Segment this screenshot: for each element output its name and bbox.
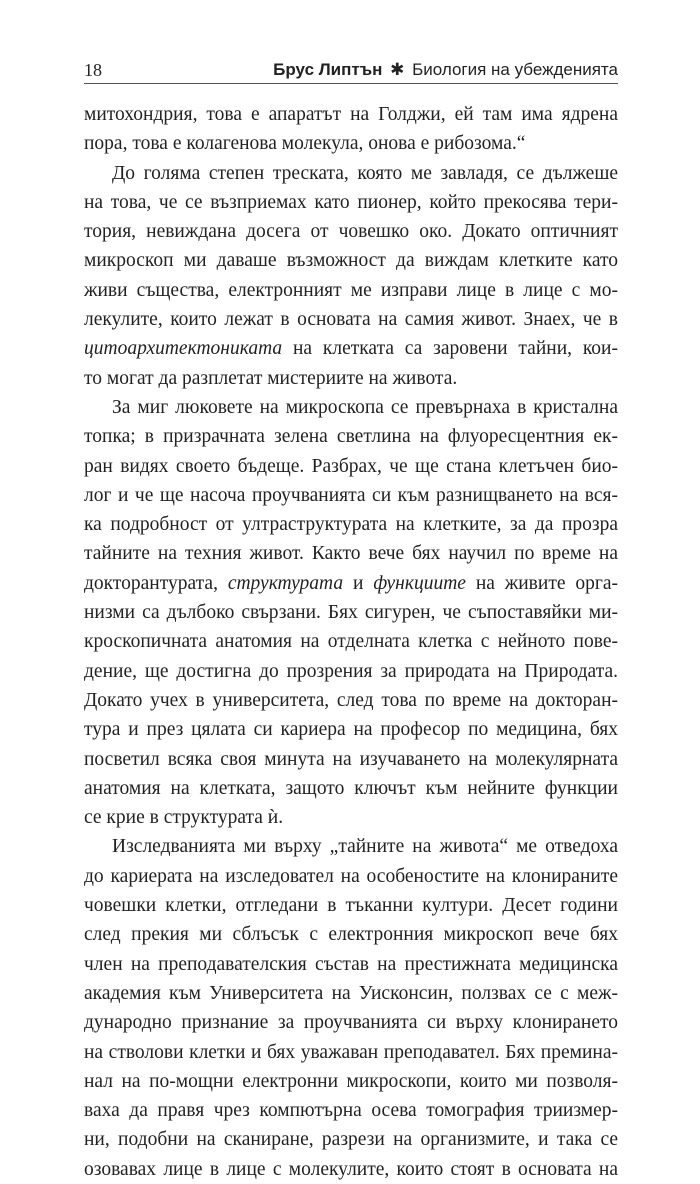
text-line: анатомия на клетката, защото ключът към нейните функции <box>84 777 618 799</box>
book-title: Биология на убежденията <box>412 60 618 79</box>
text-line: то могат да разплетат мистериите на живота. <box>84 367 458 389</box>
text-line: дение, ще достигна до прозрения за природата на Природата. <box>84 660 618 682</box>
text-line: митохондрия, това е апаратът на Голджи, ей там има ядрена <box>84 104 618 125</box>
text-line: академия към Университета на Уисконсин, ползвах се с меж- <box>84 982 618 1004</box>
text-line: се крие в структурата ѝ. <box>84 807 284 829</box>
text-line: За миг люковете на микроскопа се превърнаха в кристална <box>112 396 618 418</box>
text-line: озовавах лице в лице с молекулите, които стоят в основата на <box>84 1158 618 1180</box>
header-rule <box>84 83 618 84</box>
text-line: дународно признание за проучванията си върху клонирането <box>84 1012 618 1034</box>
page-number: 18 <box>84 60 102 80</box>
text-line: низми са дълбоко свързани. Бях сигурен, че съпоставяйки ми- <box>84 602 618 624</box>
text-line: след прекия ми сблъсък с електронния микроскоп вече бях <box>84 924 618 946</box>
text-line: лог и че ще насоча проучванията си към разнищването на вся- <box>84 484 618 506</box>
text-line: докторантурата, структурата и функциите на живите орга- <box>84 572 619 594</box>
text-line: кроскопичната анатомия на отделната клетка с нейното пове- <box>84 631 618 653</box>
text-line: ваха да правя чрез компютърна осева томография триизмер- <box>84 1100 618 1122</box>
text-line: Докато учех в университета, след това по време на докторан- <box>84 689 618 711</box>
asterisk-separator-icon: ✱ <box>390 60 405 79</box>
text-line: нал на по-мощни електронни микроскопи, които ми позволя- <box>84 1070 618 1092</box>
italic-term: цитоархитектониката <box>84 338 283 360</box>
text-line: топка; в призрачната зелена светлина на флуоресцентния ек- <box>84 426 618 448</box>
text-line: ран видях своето бъдеще. Разбрах, че ще стана клетъчен био- <box>84 455 618 477</box>
text-line: член на преподавателския състав на престижната медицинска <box>84 953 618 975</box>
running-header <box>84 58 618 86</box>
text-line: тайните на техния живот. Както вече бях научил по време на <box>84 543 618 565</box>
italic-term: функциите <box>373 572 466 594</box>
text-line: лекулите, които лежат в основата на самия живот. Знаех, че в <box>84 309 618 331</box>
author-name: Брус Липтън <box>273 60 383 79</box>
text-line: до кариерата на изследовател на особеностите на клонираните <box>84 865 618 887</box>
text-line: на това, че се възприемах като пионер, който прекосява тери- <box>84 191 618 213</box>
text-line: посветил всяка своя минута на изучаването на молекулярната <box>84 748 618 770</box>
text-line: Изследванията ми върху „тайните на живота“ ме отведоха <box>112 836 618 858</box>
running-head <box>273 60 618 80</box>
text-line: цитоархитектониката на клетката са заровени тайни, кои- <box>84 338 618 360</box>
text-line: на стволови клетки и бях уважаван преподавател. Бях премина- <box>84 1041 618 1063</box>
text-line: До голяма степен треската, която ме завладя, се дължеше <box>112 162 618 184</box>
text-line: тура и през цялата си кариера на професор по медицина, бях <box>84 719 618 741</box>
text-line: човешки клетки, отгледани в тъканни култури. Десет години <box>84 895 618 917</box>
text-line: ка подробност от ултраструктурата на клетките, за да прозра <box>84 514 618 536</box>
italic-term: структурата <box>227 572 344 594</box>
text-line: тория, невиждана досега от човешко око. Докато оптичният <box>84 221 618 243</box>
text-line: живи същества, електронният ме изправи лице в лице с мо- <box>84 279 618 301</box>
body-text <box>84 100 618 1184</box>
text-line: ни, подобни на сканиране, разрези на организмите, и така се <box>84 1129 618 1151</box>
text-line: пора, това е колагенова молекула, онова е рибозома.“ <box>84 133 526 155</box>
text-line: микроскоп ми даваше възможност да виждам клетките като <box>84 250 618 272</box>
